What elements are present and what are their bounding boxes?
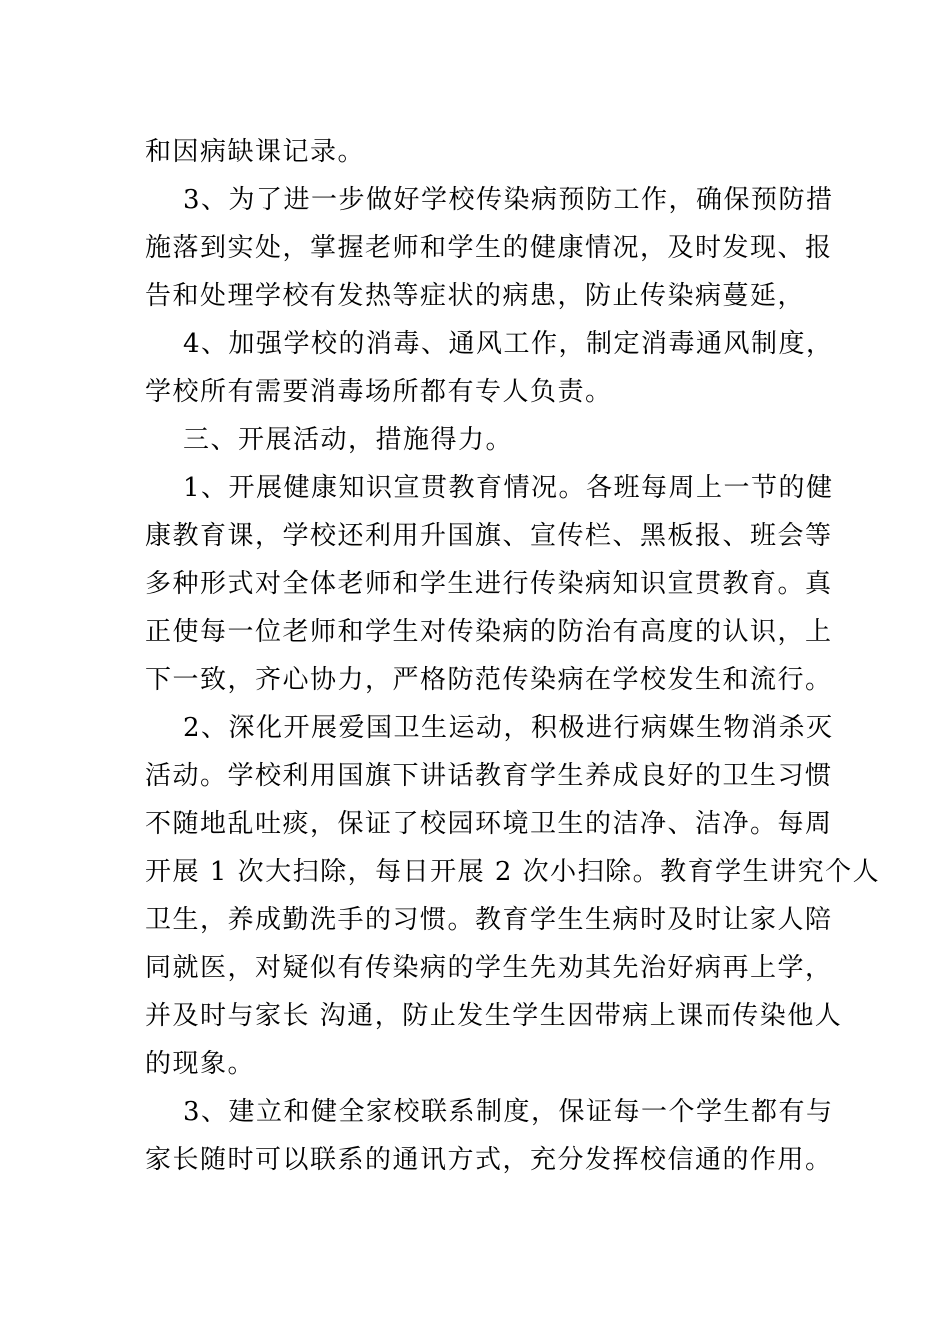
text-line: 并及时与家长 沟通，防止发生学生因带病上课而传染他人 [145,1001,843,1031]
text-line: 活动。学校利用国旗下讲话教育学生养成良好的卫生习惯 [145,761,833,791]
text-line: 不随地乱吐痰，保证了校园环境卫生的洁净、洁净。每周 [145,809,833,839]
paragraph-absence-record [145,128,810,176]
text-line: 3、为了进一步做好学校传染病预防工作，确保预防措 [183,185,834,215]
text-line: 学校所有需要消毒场所都有专人负责。 [145,377,613,407]
text-line: 同就医，对疑似有传染病的学生先劝其先治好病再上学， [145,953,833,983]
section-heading: 三、开展活动，措施得力。 [183,425,514,455]
paragraph-item-4-disinfection [145,320,834,416]
paragraph-item-1-education [145,464,834,704]
text-line: 4、加强学校的消毒、通风工作，制定消毒通风制度， [183,329,834,359]
text-line: 1、开展健康知识宣贯教育情况。各班每周上一节的健 [183,473,834,503]
text-line: 告和处理学校有发热等症状的病患，防止传染病蔓延， [145,281,806,311]
paragraph-item-3-prevention [145,176,834,320]
paragraph-item-3-home-school [145,1088,834,1184]
text-line: 的现象。 [145,1049,256,1079]
text-line: 2、深化开展爱国卫生运动，积极进行病媒生物消杀灭 [183,713,834,743]
text-line: 施落到实处，掌握老师和学生的健康情况，及时发现、报 [145,233,833,263]
text-line: 3、建立和健全家校联系制度，保证每一个学生都有与 [183,1097,834,1127]
section-heading-3 [145,416,810,464]
text-line: 多种形式对全体老师和学生进行传染病知识宣贯教育。真 [145,569,833,599]
text-line: 康教育课，学校还利用升国旗、宣传栏、黑板报、班会等 [145,521,833,551]
text-line: 正使每一位老师和学生对传染病的防治有高度的认识，上 [145,617,833,647]
text-line: 下一致，齐心协力，严格防范传染病在学校发生和流行。 [145,665,833,695]
text-line: 卫生，养成勤洗手的习惯。教育学生生病时及时让家人陪 [145,905,833,935]
body-text [145,128,881,1184]
text-line: 家长随时可以联系的通讯方式，充分发挥校信通的作用。 [145,1145,833,1175]
text-line: 和因病缺课记录。 [145,137,366,167]
paragraph-item-2-hygiene [145,704,881,1088]
text-line: 开展 1 次大扫除，每日开展 2 次小扫除。教育学生讲究个人 [145,857,881,887]
